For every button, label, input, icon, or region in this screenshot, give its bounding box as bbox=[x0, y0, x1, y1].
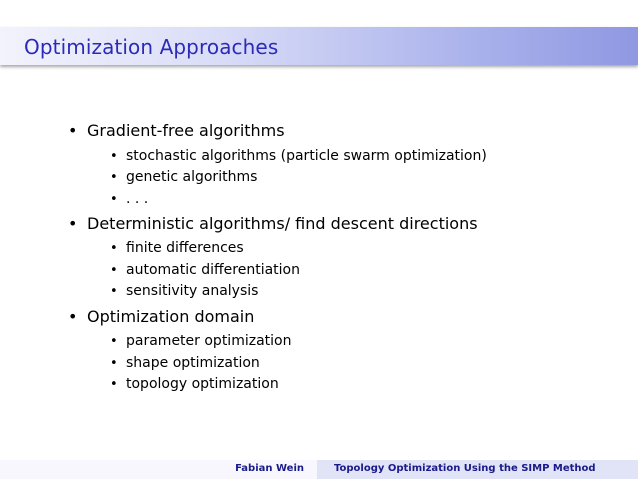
sub-bullet-text: topology optimization bbox=[126, 376, 279, 392]
sub-bullet-item bbox=[110, 376, 279, 392]
sub-bullet-item bbox=[110, 169, 257, 185]
footer-bar bbox=[0, 460, 638, 479]
bullet-marker: • bbox=[68, 214, 78, 233]
sub-bullet-text: genetic algorithms bbox=[126, 169, 258, 185]
sub-bullet-text: . . . bbox=[126, 191, 149, 207]
footer-title: Topology Optimization Using the SIMP Method bbox=[334, 463, 596, 474]
sub-bullet-item bbox=[110, 333, 291, 349]
slide-title: Optimization Approaches bbox=[24, 35, 279, 59]
sub-bullet-item bbox=[110, 355, 260, 371]
footer-author: Fabian Wein bbox=[235, 463, 304, 474]
bullet-marker: • bbox=[68, 307, 78, 326]
footer-author-box bbox=[0, 460, 317, 479]
sub-bullet-marker: • bbox=[110, 241, 118, 256]
bullet-item bbox=[68, 307, 254, 326]
sub-bullet-text: sensitivity analysis bbox=[126, 283, 259, 299]
sub-bullet-text: stochastic algorithms (particle swarm optimization) bbox=[126, 148, 487, 164]
sub-bullet-marker: • bbox=[110, 334, 118, 349]
sub-bullet-marker: • bbox=[110, 284, 118, 299]
bullet-item bbox=[68, 214, 478, 233]
sub-bullet-text: automatic differentiation bbox=[126, 262, 300, 278]
bullet-item bbox=[68, 121, 285, 140]
sub-bullet-marker: • bbox=[110, 263, 118, 278]
sub-bullet-marker: • bbox=[110, 377, 118, 392]
sub-bullet-item bbox=[110, 283, 258, 299]
sub-bullet-item bbox=[110, 191, 148, 207]
bullet-marker: • bbox=[68, 121, 78, 140]
bullet-text: Deterministic algorithms/ find descent directions bbox=[87, 214, 478, 233]
sub-bullet-item bbox=[110, 148, 487, 164]
footer-title-box bbox=[317, 460, 638, 479]
sub-bullet-marker: • bbox=[110, 356, 118, 371]
sub-bullet-item bbox=[110, 240, 244, 256]
sub-bullet-marker: • bbox=[110, 170, 118, 185]
sub-bullet-text: finite differences bbox=[126, 240, 244, 256]
sub-bullet-item bbox=[110, 262, 300, 278]
bullet-text: Optimization domain bbox=[87, 307, 255, 326]
sub-bullet-marker: • bbox=[110, 192, 118, 207]
sub-bullet-marker: • bbox=[110, 149, 118, 164]
sub-bullet-text: parameter optimization bbox=[126, 333, 292, 349]
sub-bullet-text: shape optimization bbox=[126, 355, 260, 371]
bullet-text: Gradient-free algorithms bbox=[87, 121, 285, 140]
